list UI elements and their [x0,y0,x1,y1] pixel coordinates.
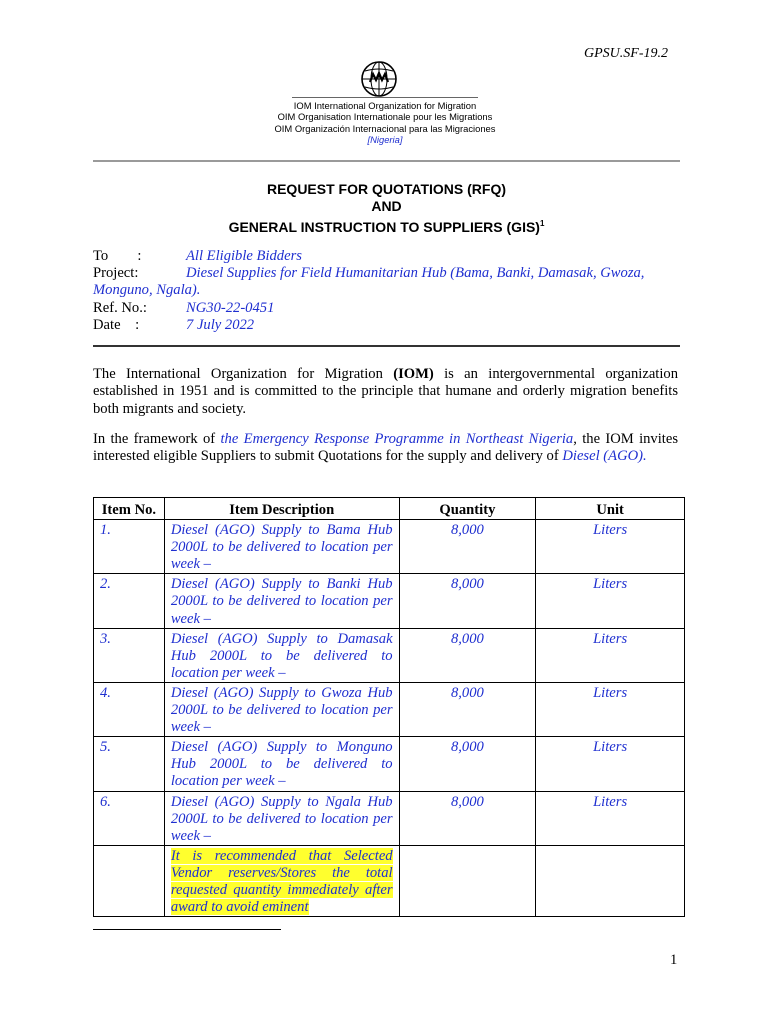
framework-text-mid: , the IOM invites interested eligible Suppliers to submit Quotations for the supply and delivery of [93,431,678,465]
title-line-rfq: REQUEST FOR QUOTATIONS (RFQ) [266,181,507,197]
meta-ref-label: Ref. No.: [93,299,147,316]
header-divider [93,160,680,162]
intro-text-start: The International Organization for Migration [93,366,394,382]
document-code: GPSU.SF-19.2 [584,46,668,61]
row-item-no: 5. [94,737,165,791]
row-item-description: Diesel (AGO) Supply to Ngala Hub 2000L to be delivered to location per week – [164,791,399,845]
meta-ref-row [93,300,683,317]
footnote-divider [93,929,281,930]
iom-globe-logo-icon [360,60,398,98]
row-item-no: 6. [94,791,165,845]
row-item-no: 4. [94,682,165,736]
framework-item-name: Diesel (AGO). [562,448,647,465]
row-unit: Liters [536,737,685,791]
row-unit: Liters [536,682,685,736]
row-quantity: 8,000 [399,737,536,791]
meta-date-row [93,317,683,334]
meta-date-value: 7 July 2022 [186,316,255,333]
meta-project-row [93,265,683,282]
row-item-description: Diesel (AGO) Supply to Bama Hub 2000L to be delivered to location per week – [164,520,399,574]
org-name-french: OIM Organisation Internationale pour les Migrations [277,111,493,123]
footnote-marker: 1 [539,219,545,228]
highlighted-note: It is recommended that Selected Vendor reserves/Stores the total requested quantity immediately after award to avoid eminent [170,847,393,916]
row-quantity: 8,000 [399,574,536,628]
row-unit: Liters [536,574,685,628]
title-gis-text: GENERAL INSTRUCTION TO SUPPLIERS (GIS) [228,219,540,235]
org-name-english: IOM International Organization for Migration [293,100,477,111]
row-item-description: Diesel (AGO) Supply to Gwoza Hub 2000L to be delivered to location per week – [164,682,399,736]
table-row [94,791,685,845]
framework-programme-name: the Emergency Response Programme in Northeast Nigeria [220,431,574,447]
items-table [93,497,685,917]
table-row [94,628,685,682]
meta-project-cont-row [93,282,683,299]
row-unit: Liters [536,628,685,682]
row-unit: Liters [536,520,685,574]
table-row [94,737,685,791]
meta-project-label: Project: [93,265,139,282]
meta-project-value-cont: Monguno, Ngala). [93,282,201,299]
meta-to-row [93,248,683,265]
meta-to-value: All Eligible Bidders [186,248,302,264]
document-title [93,181,680,236]
title-line-and: AND [371,198,402,214]
meta-ref-value: NG30-22-0451 [186,299,275,316]
table-note-row [94,845,685,916]
header-item-no: Item No. [94,498,165,520]
row-item-no: 1. [94,520,165,574]
meta-project-value: Diesel Supplies for Field Humanitarian Hub (Bama, Banki, Damasak, Gwoza, [186,265,645,282]
meta-date-label: Date : [93,316,140,333]
table-row [94,682,685,736]
row-item-description: Diesel (AGO) Supply to Damasak Hub 2000L to be delivered to location per week – [164,628,399,682]
organization-name-block [250,100,520,146]
note-empty-cell [399,845,536,916]
header-unit: Unit [536,498,685,520]
meta-to-label: To : [93,248,142,264]
intro-paragraph [93,366,678,418]
org-name-spanish: OIM Organización Internacional para las Migraciones [274,122,496,134]
row-unit: Liters [536,791,685,845]
row-item-description: Diesel (AGO) Supply to Monguno Hub 2000L to be delivered to location per week – [164,737,399,791]
page-number: 1 [670,952,678,968]
framework-text-start: In the framework of [93,431,221,447]
title-line-gis [93,215,680,236]
intro-iom-acronym: (IOM) [393,366,434,382]
metadata-divider [93,345,680,347]
row-quantity: 8,000 [399,628,536,682]
note-empty-cell [536,845,685,916]
org-country: [Nigeria] [367,134,403,146]
framework-paragraph [93,431,678,466]
note-empty-cell [94,845,165,916]
table-row [94,574,685,628]
header-item-description: Item Description [164,498,399,520]
note-cell [164,845,399,916]
rfq-metadata [93,248,683,334]
row-item-no: 2. [94,574,165,628]
table-header-row [94,498,685,520]
table-row [94,520,685,574]
intro-text-end: is an intergovernmental organization established in 1951 and is committed to the principle that humane and orderly migration benefits both migrants and society. [93,366,679,417]
header-quantity: Quantity [399,498,536,520]
row-item-no: 3. [94,628,165,682]
logo-divider [292,97,478,98]
row-quantity: 8,000 [399,520,536,574]
row-quantity: 8,000 [399,682,536,736]
row-item-description: Diesel (AGO) Supply to Banki Hub 2000L to be delivered to location per week – [164,574,399,628]
row-quantity: 8,000 [399,791,536,845]
